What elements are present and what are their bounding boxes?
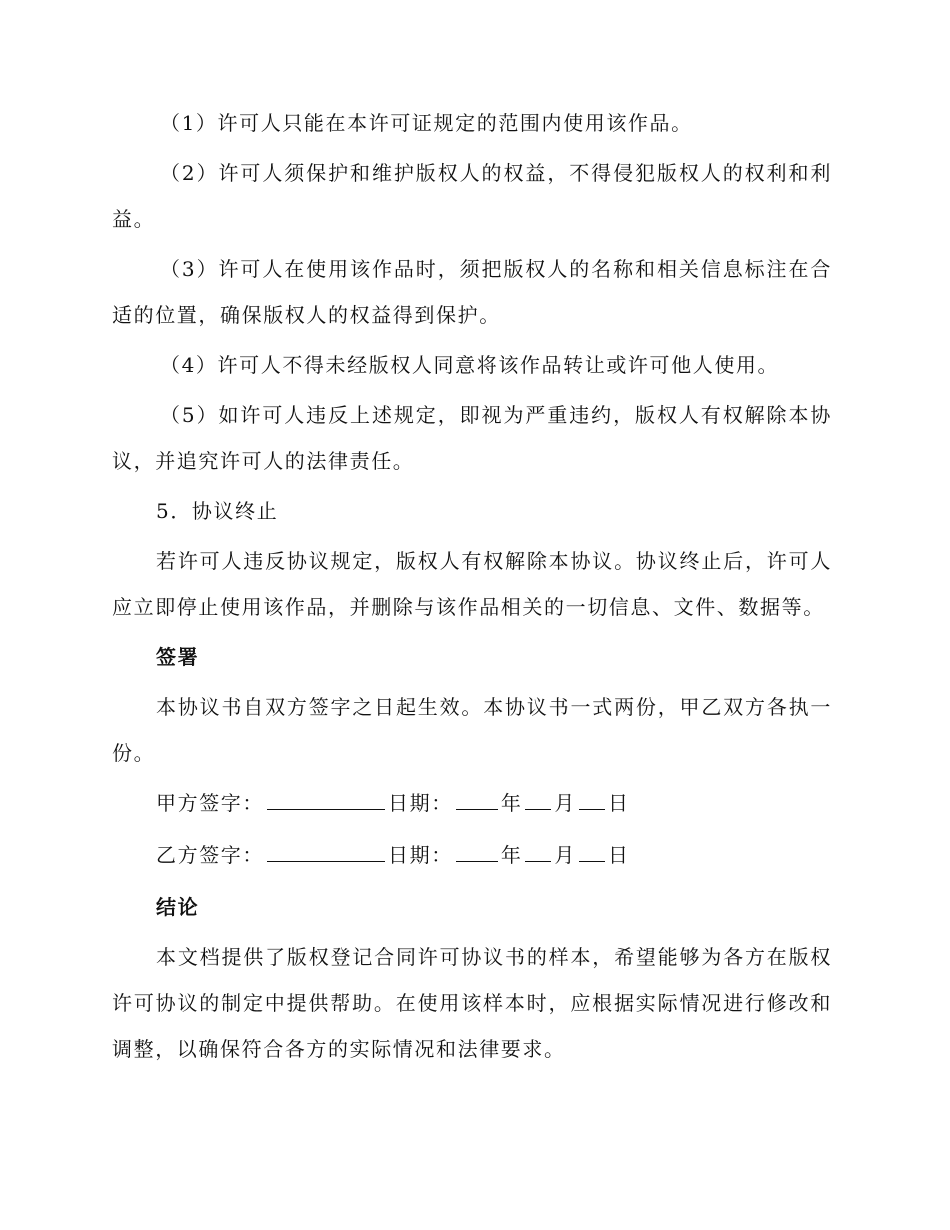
party-b-month-blank[interactable] — [525, 843, 551, 862]
party-b-day-blank[interactable] — [579, 843, 605, 862]
party-a-year-blank[interactable] — [456, 791, 498, 810]
party-a-day-char: 日 — [608, 791, 630, 815]
party-a-month-blank[interactable] — [525, 791, 551, 810]
clause-item-2: （2）许可人须保护和维护版权人的权益，不得侵犯版权人的权利和利益。 — [112, 161, 832, 231]
party-a-signature-line — [112, 780, 832, 826]
party-b-name-blank[interactable] — [267, 843, 385, 862]
conclusion-body: 本文档提供了版权登记合同许可协议书的样本，希望能够为各方在版权许可协议的制定中提供帮助。在使用该样本时，应根据实际情况进行修改和调整，以确保符合各方的实际情况和法律要求。 — [112, 945, 832, 1061]
party-b-date-label: 日期： — [388, 843, 453, 867]
party-a-month-char: 月 — [554, 791, 577, 815]
party-a-name-blank[interactable] — [267, 791, 385, 810]
party-b-day-char: 日 — [608, 843, 630, 867]
clause-item-5: （5）如许可人违反上述规定，即视为严重违约，版权人有权解除本协议，并追究许可人的法律责任。 — [112, 403, 832, 473]
signature-body: 本协议书自双方签字之日起生效。本协议书一式两份，甲乙双方各执一份。 — [112, 695, 832, 765]
party-b-label: 乙方签字： — [156, 843, 264, 867]
party-b-signature-line — [112, 832, 832, 878]
clause-item-4: （4）许可人不得未经版权人同意将该作品转让或许可他人使用。 — [160, 353, 780, 377]
party-b-year-blank[interactable] — [456, 843, 498, 862]
document-page — [112, 100, 832, 1076]
conclusion-heading: 结论 — [156, 895, 200, 919]
party-b-year-char: 年 — [500, 843, 523, 867]
clause-item-1: （1）许可人只能在本许可证规定的范围内使用该作品。 — [160, 111, 693, 135]
termination-heading: 5．协议终止 — [156, 499, 279, 523]
clause-item-3: （3）许可人在使用该作品时，须把版权人的名称和相关信息标注在合适的位置，确保版权人的权益得到保护。 — [112, 257, 832, 327]
party-b-month-char: 月 — [554, 843, 577, 867]
party-a-label: 甲方签字： — [156, 791, 264, 815]
party-a-year-char: 年 — [500, 791, 523, 815]
party-a-date-label: 日期： — [388, 791, 453, 815]
party-a-day-blank[interactable] — [579, 791, 605, 810]
termination-body: 若许可人违反协议规定，版权人有权解除本协议。协议终止后，许可人应立即停止使用该作品，并删除与该作品相关的一切信息、文件、数据等。 — [112, 549, 832, 619]
signature-heading: 签署 — [156, 645, 200, 669]
